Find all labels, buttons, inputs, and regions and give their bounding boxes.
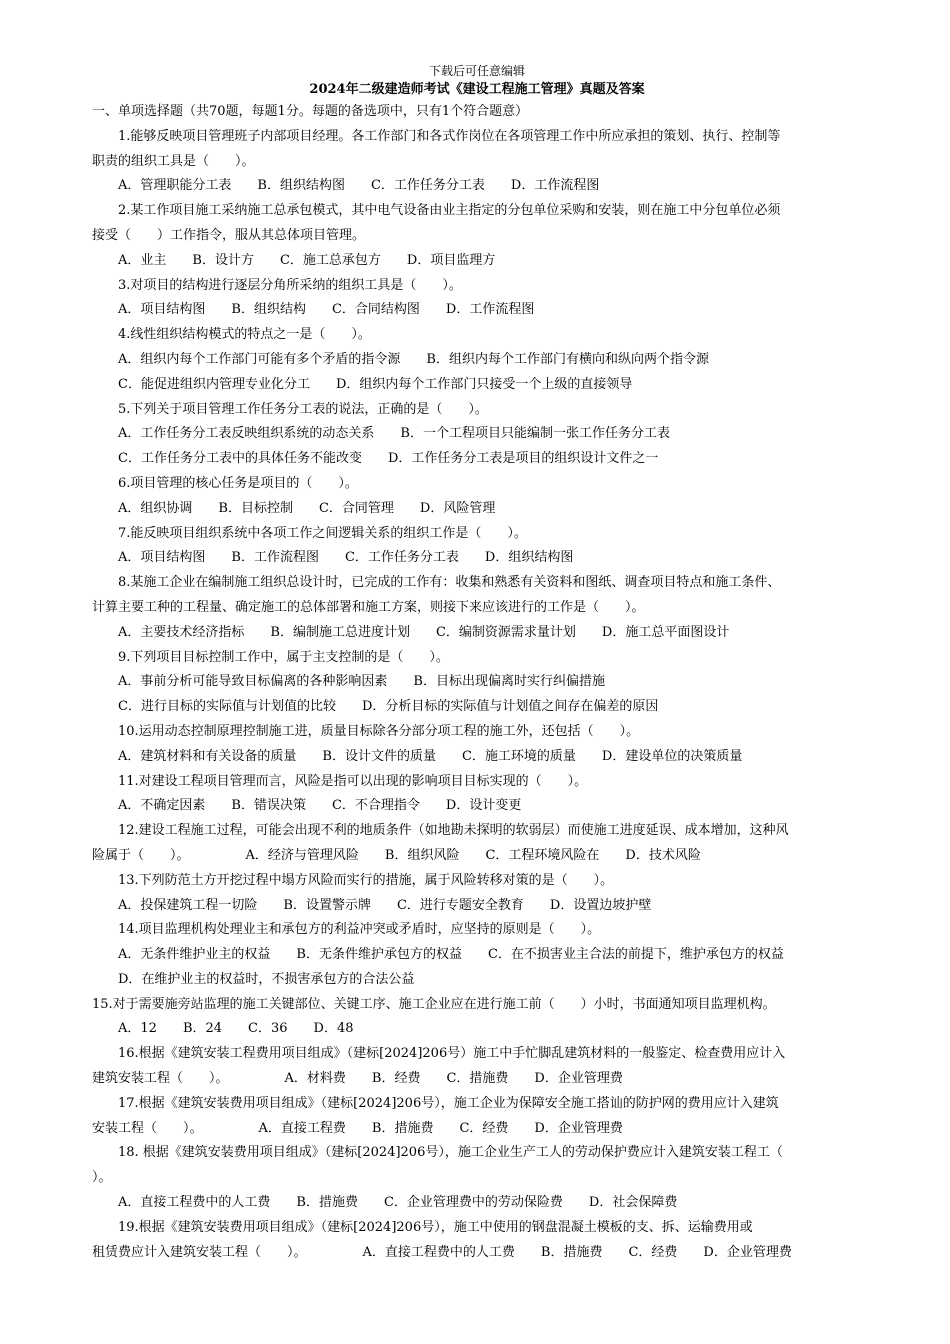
line-text: 8.某施工企业在编制施工组织总设计时，已完成的工作有：收集和熟悉有关资料和图纸、调查项目特点和施工条件、 <box>118 575 781 591</box>
answer-option: D．企业管理费 <box>703 1244 792 1260</box>
answer-option: C．编制资源需求量计划 <box>435 624 576 640</box>
answer-option: C．工作任务分工表中的具体任务不能改变 <box>118 451 362 467</box>
question-stem <box>92 125 862 150</box>
question-stem <box>92 819 862 844</box>
answer-option: C．能促进组织内管理专业化分工 <box>118 376 310 392</box>
answer-option: C．合同管理 <box>318 500 394 516</box>
line-text: ）。 <box>92 1170 112 1186</box>
question-continuation <box>92 1241 862 1266</box>
line-text: 安装工程（ ）。 <box>92 1120 203 1136</box>
answer-options <box>92 794 862 819</box>
question-stem <box>92 199 862 224</box>
question-lines <box>92 125 862 1266</box>
answer-option: A．项目结构图 <box>118 550 206 566</box>
line-text: 18. 根据《建筑安装费用项目组成》（建标[2024]206号），施工企业生产工人的劳动保护费应计入建筑安装工程工（ <box>118 1145 783 1161</box>
answer-option: A．主要技术经济指标 <box>118 624 245 640</box>
answer-option: C．不合理指令 <box>331 798 420 814</box>
answer-option: C．36 <box>248 1021 288 1037</box>
answer-options <box>92 174 862 199</box>
answer-option: C．合同结构图 <box>331 302 420 318</box>
answer-options <box>92 447 862 472</box>
answer-option: A．直接工程费中的人工费 <box>118 1195 271 1211</box>
answer-option: C．工作任务分工表 <box>370 178 485 194</box>
answer-options <box>92 497 862 522</box>
question-stem <box>92 1042 862 1067</box>
answer-options <box>92 1017 862 1042</box>
answer-option: B．目标出现偏离时实行纠偏措施 <box>413 674 605 690</box>
answer-option: D．组织内每个工作部门只接受一个上级的直接领导 <box>335 376 633 392</box>
answer-option: B．组织风险 <box>384 847 460 863</box>
answer-options <box>92 745 862 770</box>
answer-option: B．经费 <box>371 1071 421 1087</box>
line-text: 12.建设工程施工过程，可能会出现不利的地质条件（如地勘未探明的软弱层）而使施工进度延误、成本增加，这种风 <box>118 823 789 839</box>
line-text: 3.对项目的结构进行逐层分角所采纳的组织工具是（ ）。 <box>118 277 462 293</box>
answer-options <box>92 695 862 720</box>
question-stem <box>92 869 862 894</box>
answer-option: C．进行目标的实际值与计划值的比较 <box>118 699 336 715</box>
line-text: 11.对建设工程项目管理而言，风险是指可以出现的影响项目目标实现的（ ）。 <box>118 773 588 789</box>
answer-option: A．12 <box>118 1021 157 1037</box>
answer-option: D．社会保障费 <box>588 1195 678 1211</box>
answer-option: B．编制施工总进度计划 <box>270 624 410 640</box>
answer-option: B．组织结构 <box>231 302 306 318</box>
document-title: 2024年二级建造师考试《建设工程施工管理》真题及答案 <box>309 82 645 97</box>
answer-option: B．错误决策 <box>231 798 306 814</box>
answer-option: A．项目结构图 <box>118 302 206 318</box>
answer-option: A．建筑材料和有关设备的质量 <box>118 748 297 764</box>
answer-option: D．组织结构图 <box>484 550 574 566</box>
answer-option: B．措施费 <box>296 1195 358 1211</box>
answer-option: D．在维护业主的权益时，不损害承包方的合法公益 <box>118 971 415 987</box>
line-text: 7.能反映项目组织系统中各项工作之间逻辑关系的组织工作是（ ）。 <box>118 525 527 541</box>
answer-options <box>92 894 862 919</box>
line-text: 租赁费应计入建筑安装工程（ ）。 <box>92 1244 307 1260</box>
question-stem <box>92 323 862 348</box>
answer-option: A．组织协调 <box>118 500 193 516</box>
answer-option: D．设计变更 <box>445 798 522 814</box>
question-stem <box>92 646 862 671</box>
answer-option: C．在不损害业主合法的前提下，维护承包方的权益 <box>487 947 784 963</box>
answer-options <box>92 546 862 571</box>
question-stem <box>92 398 862 423</box>
question-stem <box>92 1141 862 1166</box>
answer-option: C．进行专题安全教育 <box>396 897 524 913</box>
answer-option: D．分析目标的实际值与计划值之间存在偏差的原因 <box>361 699 659 715</box>
answer-option: D．项目监理方 <box>406 252 496 268</box>
answer-option: B．工作流程图 <box>231 550 319 566</box>
question-stem <box>92 472 862 497</box>
answer-options <box>92 943 862 968</box>
question-stem <box>92 1216 862 1241</box>
line-text: 15.对于需要施旁站监理的施工关键部位、关键工序、施工企业应在进行施工前（ ）小时，书面通知项目监理机构。 <box>92 996 776 1012</box>
answer-option: B．措施费 <box>540 1244 603 1260</box>
question-continuation <box>92 1166 862 1191</box>
line-text: 1.能够反映项目管理班子内部项目经理。各工作部门和各式作岗位在各项管理工作中所应承担的策划、执行、控制等 <box>118 128 781 144</box>
answer-option: B．设计方 <box>192 252 254 268</box>
answer-option: D．设置边坡护壁 <box>549 897 652 913</box>
answer-option: A．无条件维护业主的权益 <box>118 947 271 963</box>
line-text: 13.下列防范土方开挖过程中塌方风险而实行的措施，属于风险转移对策的是（ ）。 <box>118 872 614 888</box>
answer-options <box>92 298 862 323</box>
question-continuation <box>92 596 862 621</box>
line-text: 17.根据《建筑安装费用项目组成》（建标[2024]206号），施工企业为保障安全施工搭讪的防护网的费用应计入建筑 <box>118 1095 779 1111</box>
answer-options <box>92 348 862 373</box>
question-continuation <box>92 1067 862 1092</box>
line-text: 险属于（ ）。 <box>92 847 190 863</box>
question-stem <box>92 522 862 547</box>
line-text: 19.根据《建筑安装费用项目组成》（建标[2024]206号），施工中使用的钢盘混凝土模板的支、拆、运输费用或 <box>118 1219 753 1235</box>
question-stem <box>92 1092 862 1117</box>
answer-option: A．材料费 <box>284 1071 346 1087</box>
question-continuation <box>92 844 862 869</box>
exam-document <box>92 62 862 1265</box>
answer-option: A．投保建筑工程一切险 <box>118 897 258 913</box>
answer-option: A．直接工程费中的人工费 <box>362 1244 515 1260</box>
answer-option: D．企业管理费 <box>534 1120 623 1136</box>
answer-option: B．无条件维护承包方的权益 <box>296 947 462 963</box>
answer-option: A．事前分析可能导致目标偏离的各种影响因素 <box>118 674 388 690</box>
line-text: 16.根据《建筑安装工程费用项目组成》（建标[2024]206号）施工中手忙脚乱建筑材料的一般鉴定、检查费用应计入 <box>118 1046 786 1062</box>
line-text: 10.运用动态控制原理控制施工进，质量目标除各分部分项工程的施工外，还包括（ ）。 <box>118 723 640 739</box>
answer-option: C．措施费 <box>446 1071 509 1087</box>
answer-option: A．管理职能分工表 <box>118 178 232 194</box>
answer-option: B．一个工程项目只能编制一张工作任务分工表 <box>400 426 670 442</box>
answer-option: B．组织结构图 <box>257 178 345 194</box>
answer-option: D．工作流程图 <box>445 302 535 318</box>
line-text: 9.下列项目目标控制工作中，属于主支控制的是（ ）。 <box>118 649 449 665</box>
answer-option: B．目标控制 <box>218 500 293 516</box>
answer-option: D．建设单位的决策质量 <box>601 748 743 764</box>
question-stem <box>92 274 862 299</box>
line-text: 6.项目管理的核心任务是项目的（ ）。 <box>118 475 358 491</box>
answer-options <box>92 621 862 646</box>
answer-options <box>92 1191 862 1216</box>
question-stem <box>92 720 862 745</box>
answer-option: B．组织内每个工作部门有横向和纵向两个指令源 <box>426 351 709 367</box>
answer-option: C．工作任务分工表 <box>344 550 459 566</box>
answer-options <box>92 373 862 398</box>
answer-option: A．经济与管理风险 <box>245 847 359 863</box>
answer-option: D．施工总平面图设计 <box>601 624 730 640</box>
line-text: 接受（ ）工作指令，服从其总体项目管理。 <box>92 227 366 243</box>
line-text: 计算主要工种的工程量、确定施工的总体部署和施工方案，则接下来应该进行的工作是（ ）。 <box>92 599 645 615</box>
answer-options <box>92 249 862 274</box>
question-continuation <box>92 1117 862 1142</box>
answer-option: C．经费 <box>459 1120 509 1136</box>
answer-option: D．48 <box>313 1021 354 1037</box>
answer-option: A．直接工程费 <box>258 1120 346 1136</box>
answer-option: D．技术风险 <box>625 847 701 863</box>
answer-option: D．工作流程图 <box>510 178 600 194</box>
answer-option: A．组织内每个工作部门可能有多个矛盾的指令源 <box>118 351 401 367</box>
line-text: 职责的组织工具是（ ）。 <box>92 153 255 169</box>
question-stem <box>92 918 862 943</box>
section-heading: 一、单项选择题（共70题，每题1分。每题的备选项中，只有1个符合题意） <box>92 104 529 119</box>
answer-option: A．工作任务分工表反映组织系统的动态关系 <box>118 426 375 442</box>
answer-option: C．施工总承包方 <box>279 252 381 268</box>
answer-option: A．业主 <box>118 252 167 268</box>
answer-option: D．企业管理费 <box>534 1071 623 1087</box>
answer-option: D．风险管理 <box>419 500 496 516</box>
answer-options <box>92 422 862 447</box>
answer-option: A．不确定因素 <box>118 798 206 814</box>
answer-option: C．施工环境的质量 <box>461 748 576 764</box>
answer-option: B．设置警示牌 <box>283 897 371 913</box>
answer-option: B．措施费 <box>371 1120 434 1136</box>
answer-option: D．工作任务分工表是项目的组织设计文件之一 <box>387 451 659 467</box>
line-text: 14.项目监理机构处理业主和承包方的利益冲突或矛盾时，应坚持的原则是（ ）。 <box>118 922 601 938</box>
line-text: 建筑安装工程（ ）。 <box>92 1071 229 1087</box>
answer-option: C．企业管理费中的劳动保险费 <box>383 1195 563 1211</box>
answer-option: B．24 <box>182 1021 223 1037</box>
question-stem <box>92 571 862 596</box>
answer-option: C．经费 <box>628 1244 678 1260</box>
question-continuation <box>92 993 862 1018</box>
line-text: 5.下列关于项目管理工作任务分工表的说法，正确的是（ ）。 <box>118 401 488 417</box>
answer-options <box>92 968 862 993</box>
answer-option: B．设计文件的质量 <box>322 748 436 764</box>
question-continuation <box>92 224 862 249</box>
header-note: 下载后可任意编辑 <box>428 64 525 78</box>
line-text: 4.线性组织结构模式的特点之一是（ ）。 <box>118 327 371 343</box>
question-stem <box>92 770 862 795</box>
line-text: 2.某工作项目施工采纳施工总承包模式，其中电气设备由业主指定的分包单位采购和安装，则在施工中分包单位必须 <box>118 203 781 219</box>
answer-options <box>92 670 862 695</box>
question-continuation <box>92 150 862 175</box>
answer-option: C．工程环境风险在 <box>485 847 600 863</box>
